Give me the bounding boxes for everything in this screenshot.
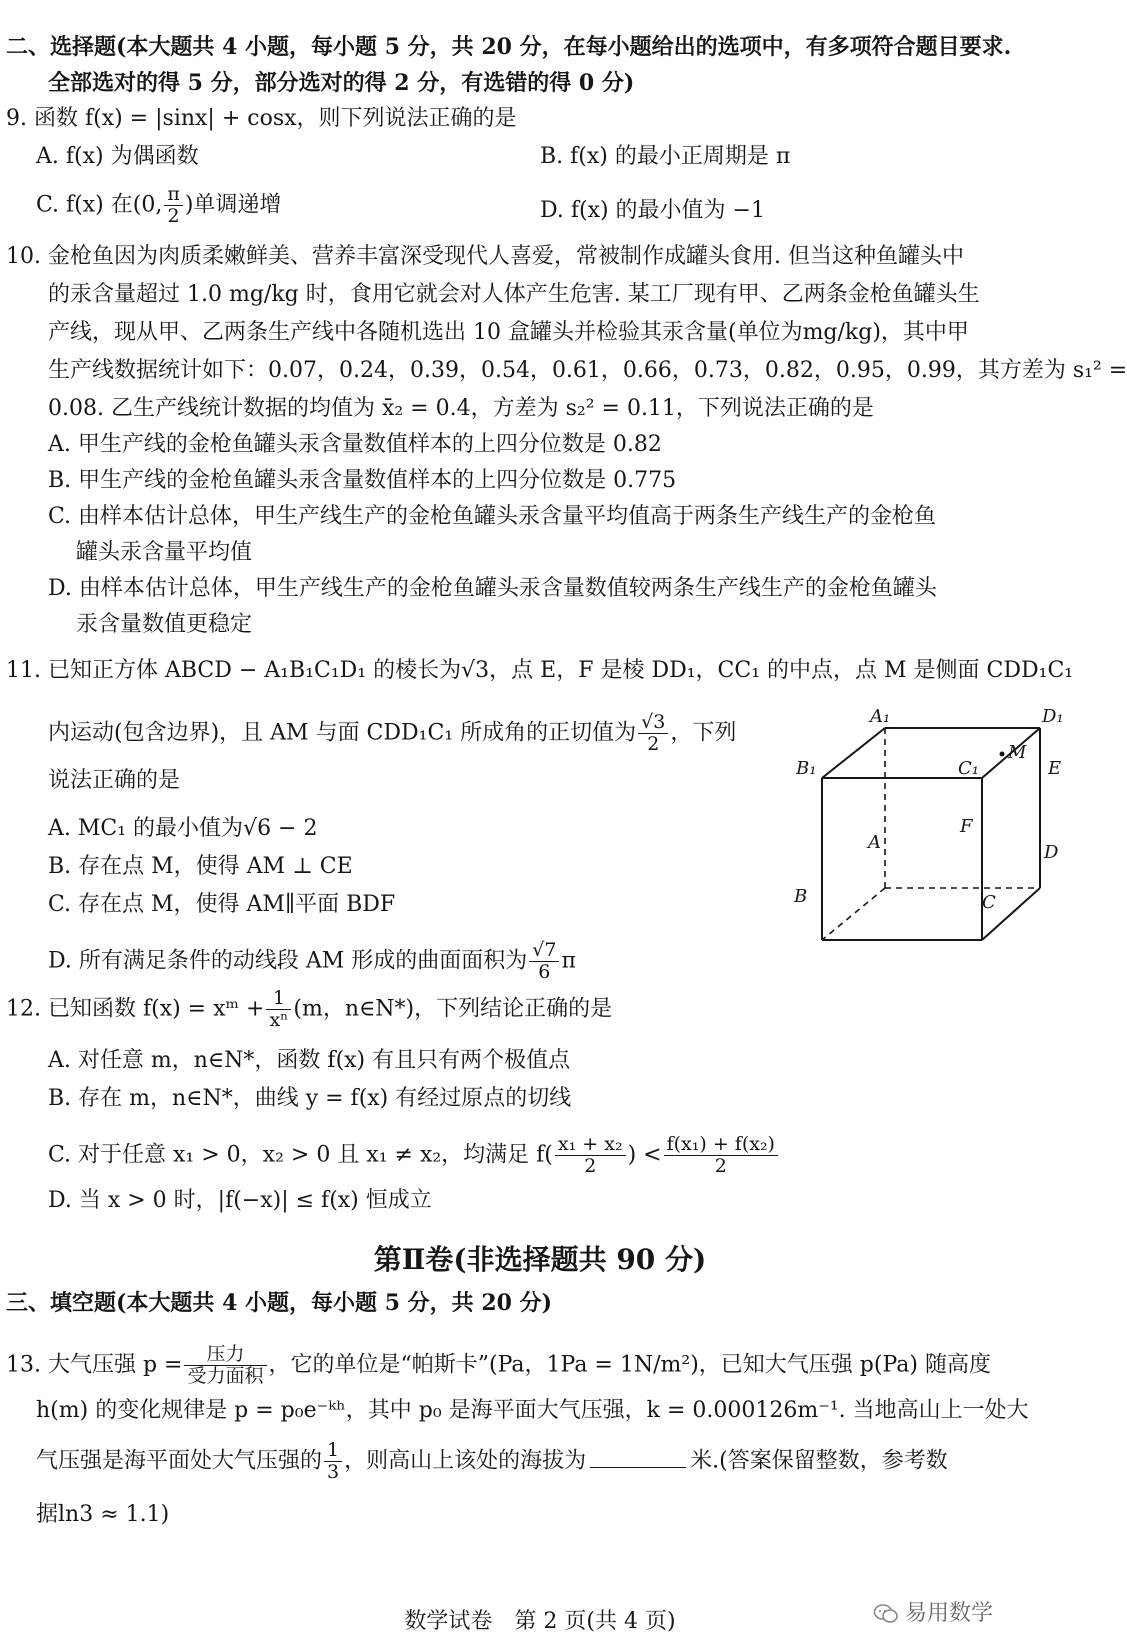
q9-option-b: B. f(x) 的最小正周期是 π <box>540 144 791 169</box>
q12-stem <box>6 988 612 1031</box>
q13-line3-post: 米.(答案保留整数，参考数 <box>690 1448 948 1474</box>
label-d: D <box>1044 842 1059 863</box>
q11-area-denominator: 6 <box>538 961 551 983</box>
q12-stem-pre: 12. 已知函数 f(x) = xᵐ + <box>6 996 265 1022</box>
point-m-dot <box>1000 752 1005 757</box>
q11-tangent-denominator: 2 <box>647 733 660 755</box>
q9-option-c-post: )单调递增 <box>184 192 282 218</box>
q10-line2: 的汞含量超过 1.0 mg/kg 时，食用它就会对人体产生危害. 某工厂现有甲、乙两条金枪鱼罐头生 <box>48 282 980 307</box>
q10-option-c-line2: 罐头汞含量平均值 <box>76 540 253 565</box>
q11-line2-post: ，下列 <box>670 720 737 746</box>
q11-option-d-post: π <box>561 948 576 974</box>
q9-option-c-fraction <box>164 184 183 227</box>
q13-pressure-numerator: 压力 <box>184 1344 266 1366</box>
q13-pressure-denominator: 受力面积 <box>187 1365 264 1387</box>
q10-option-c-line1: C. 由样本估计总体，甲生产线生产的金枪鱼罐头汞含量平均值高于两条生产线生产的金枪鱼 <box>48 504 937 529</box>
q12-option-d: D. 当 x > 0 时，|f(−x)| ≤ f(x) 恒成立 <box>48 1188 432 1213</box>
watermark <box>873 1596 993 1627</box>
section3-header: 三、填空题(本大题共 4 小题，每小题 5 分，共 20 分) <box>6 1290 553 1316</box>
q13-line1-post: ，它的单位是“帕斯卡”(Pa，1Pa = 1N/m²)，已知大气压强 p(Pa) 随高度 <box>268 1352 991 1378</box>
q12-option-c-mid: ) < <box>627 1142 662 1168</box>
q13-pressure-fraction <box>184 1344 266 1387</box>
q11-area-numerator: √7 <box>529 940 559 962</box>
hidden-edge-a-b <box>822 888 885 940</box>
q13-line2: h(m) 的变化规律是 p = p₀e⁻ᵏʰ，其中 p₀ 是海平面大气压强，k = 0.000126m⁻¹. 当地高山上一处大 <box>36 1398 1029 1423</box>
q11-tangent-numerator: √3 <box>638 712 668 734</box>
q12-option-c-pre: C. 对于任意 x₁ > 0，x₂ > 0 且 x₁ ≠ x₂，均满足 f( <box>48 1142 553 1168</box>
cube-figure <box>794 706 1070 968</box>
q12-c-right-numerator: f(x₁) + f(x₂) <box>664 1134 778 1156</box>
label-b1: B₁ <box>796 758 817 779</box>
q11-line1: 11. 已知正方体 ABCD − A₁B₁C₁D₁ 的棱长为√3，点 E，F 是棱 DD₁，CC₁ 的中点，点 M 是侧面 CDD₁C₁ <box>6 658 1074 683</box>
q10-option-b: B. 甲生产线的金枪鱼罐头汞含量数值样本的上四分位数是 0.775 <box>48 468 677 493</box>
section2-header-line2: 全部选对的得 5 分，部分选对的得 2 分，有选错的得 0 分) <box>48 70 635 96</box>
q10-line4: 生产线数据统计如下：0.07，0.24，0.39，0.54，0.61，0.66，0.73，0.82，0.95，0.99，其方差为 s₁² = <box>48 358 1127 383</box>
q13-ratio-denominator: 3 <box>327 1461 340 1483</box>
label-d1: D₁ <box>1042 706 1064 727</box>
q9-option-c-pre: C. f(x) 在(0, <box>36 192 163 218</box>
q13-line3 <box>36 1440 948 1483</box>
label-c1: C₁ <box>958 758 979 779</box>
q10-option-d-line2: 汞含量数值更稳定 <box>76 612 253 637</box>
q9-option-c <box>36 184 281 227</box>
q12-fraction-numerator: 1 <box>266 988 291 1010</box>
q12-c-fraction-left <box>555 1134 626 1177</box>
q13-answer-blank[interactable] <box>590 1447 686 1468</box>
q11-area-fraction <box>529 940 559 983</box>
q11-option-c: C. 存在点 M，使得 AM∥平面 BDF <box>48 892 396 917</box>
section2-header-line1: 二、选择题(本大题共 4 小题，每小题 5 分，共 20 分，在每小题给出的选项中，有多项符合题目要求. <box>6 34 1012 60</box>
q10-line1: 10. 金枪鱼因为肉质柔嫩鲜美、营养丰富深受现代人喜爱，常被制作成罐头食用. 但当这种鱼罐头中 <box>6 244 964 269</box>
q12-c-right-denominator: 2 <box>714 1155 727 1177</box>
q12-stem-post: (m，n∈N*)，下列结论正确的是 <box>293 996 613 1022</box>
q11-line2-pre: 内运动(包含边界)，且 AM 与面 CDD₁C₁ 所成角的正切值为 <box>48 720 637 746</box>
q10-line5: 0.08. 乙生产线统计数据的均值为 x̄₂ = 0.4，方差为 s₂² = 0.11，下列说法正确的是 <box>48 396 874 421</box>
label-c: C <box>982 892 996 913</box>
q9-stem: 9. 函数 f(x) = |sinx| + cosx，则下列说法正确的是 <box>6 106 517 131</box>
label-f: F <box>960 816 973 837</box>
q11-tangent-fraction <box>638 712 668 755</box>
q13-line4: 据ln3 ≈ 1.1) <box>36 1502 170 1527</box>
q11-option-b: B. 存在点 M，使得 AM ⊥ CE <box>48 854 353 879</box>
chat-bubble-icon <box>873 1601 899 1627</box>
q11-line2 <box>48 712 736 755</box>
q13-line1 <box>6 1344 991 1387</box>
page-footer: 数学试卷 第 2 页(共 4 页) <box>404 1609 676 1634</box>
q9-c-denominator: 2 <box>167 205 180 227</box>
q11-line3: 说法正确的是 <box>48 768 181 793</box>
q12-option-b: B. 存在 m，n∈N*，曲线 y = f(x) 有经过原点的切线 <box>48 1086 572 1111</box>
q11-option-d-pre: D. 所有满足条件的动线段 AM 形成的曲面面积为 <box>48 948 528 974</box>
label-b: B <box>794 886 808 907</box>
label-a1: A₁ <box>870 706 891 727</box>
q10-option-d-line1: D. 由样本估计总体，甲生产线生产的金枪鱼罐头汞含量数值较两条生产线生产的金枪鱼罐头 <box>48 576 937 601</box>
q12-fraction <box>266 988 291 1031</box>
q13-line1-pre: 13. 大气压强 p = <box>6 1352 183 1378</box>
q12-c-left-denominator: 2 <box>584 1155 597 1177</box>
label-a: A <box>868 832 881 853</box>
edge-b1-a1 <box>822 728 885 778</box>
q9-c-numerator: π <box>164 184 183 206</box>
q12-fraction-denominator: xⁿ <box>269 1009 289 1031</box>
q12-c-fraction-right <box>664 1134 778 1177</box>
q11-option-a: A. MC₁ 的最小值为√6 − 2 <box>48 816 318 841</box>
q13-line3-mid: ，则高山上该处的海拔为 <box>344 1448 587 1474</box>
q10-option-a: A. 甲生产线的金枪鱼罐头汞含量数值样本的上四分位数是 0.82 <box>48 432 662 457</box>
q13-ratio-numerator: 1 <box>324 1440 342 1462</box>
q11-option-d <box>48 940 576 983</box>
q9-option-a: A. f(x) 为偶函数 <box>36 144 199 169</box>
q10-line3: 产线，现从甲、乙两条生产线中各随机选出 10 盒罐头并检验其汞含量(单位为mg/kg)，其中甲 <box>48 320 969 345</box>
q12-option-a: A. 对任意 m，n∈N*，函数 f(x) 有且只有两个极值点 <box>48 1048 571 1073</box>
q12-option-c <box>48 1134 780 1177</box>
q13-line3-pre: 气压强是海平面处大气压强的 <box>36 1448 323 1474</box>
watermark-text: 易用数学 <box>905 1601 994 1626</box>
label-e: E <box>1048 758 1062 779</box>
q12-c-left-numerator: x₁ + x₂ <box>555 1134 626 1156</box>
label-m: M <box>1008 742 1027 763</box>
q9-option-d: D. f(x) 的最小值为 −1 <box>540 198 765 223</box>
part2-title: 第Ⅱ卷(非选择题共 90 分) <box>373 1243 707 1276</box>
q13-ratio-fraction <box>324 1440 342 1483</box>
